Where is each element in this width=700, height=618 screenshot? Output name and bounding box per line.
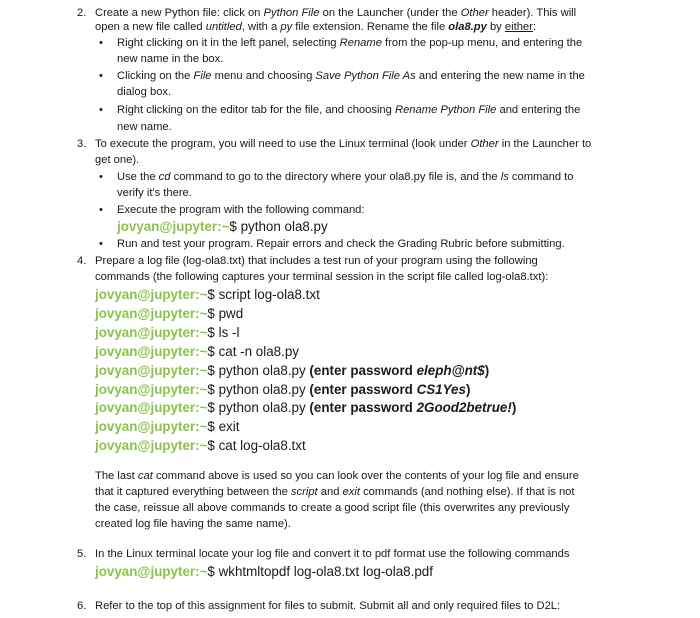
terminal-prompt: jovyan@jupyter:~ (95, 400, 208, 416)
terminal-log-command: jovyan@jupyter:~$ cat log-ola8.txt (95, 438, 306, 454)
item-4-para-line-3: the case, reissue all above commands to create a good script file (this overwrites any previously (95, 502, 570, 514)
bullet: • (99, 70, 103, 82)
bullet: • (99, 238, 103, 250)
item-number-3: 3. (77, 138, 87, 150)
bullet: • (99, 171, 103, 183)
terminal-prompt: jovyan@jupyter:~ (95, 343, 208, 359)
item-2-bullet-1-line-2: new name in the box. (117, 53, 224, 65)
terminal-log-command: jovyan@jupyter:~$ exit (95, 419, 240, 435)
terminal-log-command: jovyan@jupyter:~$ script log-ola8.txt (95, 287, 320, 302)
item-4-para-line-4: created log file having the same name). (95, 518, 291, 530)
item-4-line-2: commands (the following captures your terminal session in the script file called log-ola8.txt): (95, 271, 549, 283)
item-3-bullet-1-line-1: Use the cd command to go to the directory where your ola8.py file is, and the ls command to (117, 171, 574, 183)
item-2-bullet-1-line-1: Right clicking on it in the left panel, selecting Rename from the pop-up menu, and entering the (117, 37, 583, 49)
item-2-line-2: open a new file called untitled, with a py file extension. Rename the file ola8.py by either: (95, 21, 536, 33)
item-2-bullet-3-line-1: Right clicking on the editor tab for the file, and choosing Rename Python File and entering the (117, 104, 581, 116)
item-2-bullet-2-line-1: Clicking on the File menu and choosing Save Python File As and entering the new name in the (117, 70, 585, 82)
terminal-log-command: jovyan@jupyter:~$ python ola8.py (enter password 2Good2betrue!) (95, 400, 517, 416)
terminal-prompt: jovyan@jupyter:~ (117, 219, 230, 234)
item-3-bullet-3-line-1: Run and test your program. Repair errors and check the Grading Rubric before submitting. (117, 238, 565, 250)
item-4-line-1: Prepare a log file (log-ola8.txt) that includes a test run of your program using the following (95, 255, 538, 267)
bullet: • (99, 37, 103, 49)
terminal-prompt: jovyan@jupyter:~ (95, 305, 208, 321)
terminal-log-command: jovyan@jupyter:~$ pwd (95, 305, 244, 321)
terminal-prompt: jovyan@jupyter:~ (95, 362, 208, 378)
terminal-prompt: jovyan@jupyter:~ (95, 324, 208, 340)
terminal-prompt: jovyan@jupyter:~ (95, 564, 208, 579)
terminal-prompt: jovyan@jupyter:~ (95, 381, 208, 397)
bullet: • (99, 104, 103, 116)
terminal-prompt: jovyan@jupyter:~ (95, 438, 208, 454)
item-number-5: 5. (77, 548, 87, 560)
item-3-bullet-2-line-1: Execute the program with the following command: (117, 204, 365, 216)
item-number-2: 2. (77, 7, 87, 19)
item-4-para-line-2: that it captured everything between the script and exit commands (and nothing else). If that is not (95, 486, 575, 498)
terminal-command-run: jovyan@jupyter:~$ python ola8.py (117, 219, 328, 234)
terminal-command-pdf: jovyan@jupyter:~$ wkhtmltopdf log-ola8.txt log-ola8.pdf (95, 564, 433, 579)
item-2-line-1: Create a new Python file: click on Python File on the Launcher (under the Other header). This will (95, 7, 577, 19)
item-4-para-line-1: The last cat command above is used so you can look over the contents of your log file and ensure (95, 470, 579, 482)
terminal-log-command: jovyan@jupyter:~$ python ola8.py (enter password eleph@nt$) (95, 362, 490, 378)
item-number-4: 4. (77, 255, 87, 267)
terminal-prompt: jovyan@jupyter:~ (95, 287, 208, 302)
terminal-log-command: jovyan@jupyter:~$ cat -n ola8.py (95, 343, 299, 359)
item-2-bullet-2-line-2: dialog box. (117, 86, 172, 98)
item-number-6: 6. (77, 600, 87, 612)
bullet: • (99, 204, 103, 216)
item-3-line-2: get one). (95, 154, 140, 166)
item-3-line-1: To execute the program, you will need to use the Linux terminal (look under Other in the Launcher to (95, 138, 592, 150)
item-3-bullet-1-line-2: verify it's there. (117, 187, 192, 199)
item-6-line-1: Refer to the top of this assignment for files to submit. Submit all and only required files to D2L: (95, 600, 561, 612)
terminal-prompt: jovyan@jupyter:~ (95, 419, 208, 435)
item-5-line-1: In the Linux terminal locate your log file and convert it to pdf format use the following commands (95, 548, 570, 560)
item-2-bullet-3-line-2: new name. (117, 121, 172, 133)
terminal-log-command: jovyan@jupyter:~$ ls -l (95, 324, 240, 340)
terminal-log-command: jovyan@jupyter:~$ python ola8.py (enter password CS1Yes) (95, 381, 471, 397)
